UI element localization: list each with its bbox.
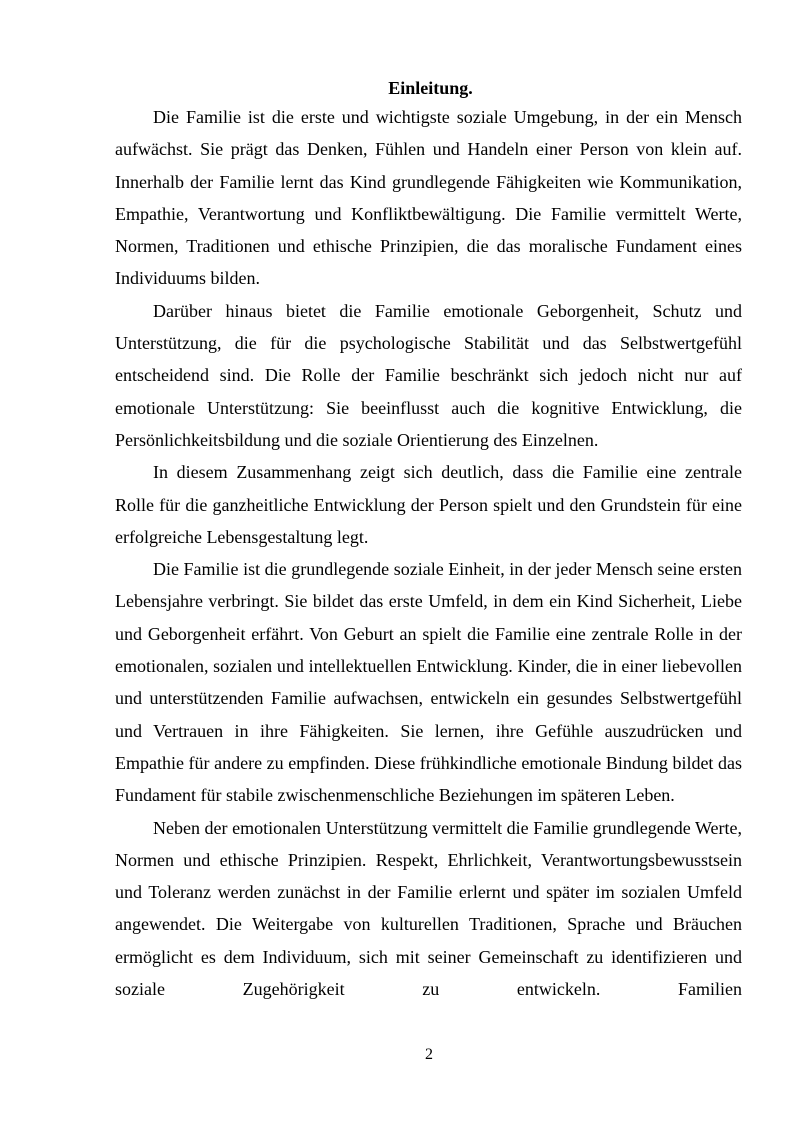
- paragraph-3: In diesem Zusammenhang zeigt sich deutlich, dass die Familie eine zentrale Rolle für die ganzheitliche Entwicklung der Person spielt und den Grundstein für eine erfolgreiche Lebensgestaltung legt.: [115, 462, 742, 547]
- page-number: 2: [425, 1046, 433, 1063]
- section-title: Einleitung.: [388, 78, 473, 98]
- paragraph-4: Die Familie ist die grundlegende soziale Einheit, in der jeder Mensch seine ersten Lebensjahre verbringt. Sie bildet das erste Umfeld, in dem ein Kind Sicherheit, Liebe und Geborgenheit erfährt. Von Geburt an spielt die Familie eine zentrale Rolle in der emotionalen, sozialen und intellektuellen Entwicklung. Kinder, die in einer liebevollen und unterstützenden Familie aufwachsen, entwickeln ein gesundes Selbstwertgefühl und Vertrauen in ihre Fähigkeiten. Sie lernen, ihre Gefühle auszudrücken und Empathie für andere zu empfinden. Diese frühkindliche emotionale Bindung bildet das Fundament für stabile zwischenmenschliche Beziehungen im späteren Leben.: [115, 559, 742, 806]
- paragraph-2: Darüber hinaus bietet die Familie emotionale Geborgenheit, Schutz und Unterstützung, die für die psychologische Stabilität und das Selbstwertgefühl entscheidend sind. Die Rolle der Familie beschränkt sich jedoch nicht nur auf emotionale Unterstützung: Sie beeinflusst auch die kognitive Entwicklung, die Persönlichkeitsbildung und die soziale Orientierung des Einzelnen.: [115, 300, 742, 450]
- document-page: [115, 75, 742, 1005]
- paragraph-1: Die Familie ist die erste und wichtigste soziale Umgebung, in der ein Mensch aufwächst. Sie prägt das Denken, Fühlen und Handeln einer Person von klein auf. Innerhalb der Familie lernt das Kind grundlegende Fähigkeiten wie Kommunikation, Empathie, Verantwortung und Konfliktbewältigung. Die Familie vermittelt Werte, Normen, Traditionen und ethische Prinzipien, die das moralische Fundament eines Individuums bilden.: [115, 107, 742, 289]
- paragraph-5: Neben der emotionalen Unterstützung vermittelt die Familie grundlegende Werte, Normen und ethische Prinzipien. Respekt, Ehrlichkeit, Verantwortungsbewusstsein und Toleranz werden zunächst in der Familie erlernt und später im sozialen Umfeld angewendet. Die Weitergabe von kulturellen Traditionen, Sprache und Bräuchen ermöglicht es dem Individuum, sich mit seiner Gemeinschaft zu identifizieren und soziale Zugehörigkeit zu entwickeln. Familien: [115, 817, 742, 1000]
